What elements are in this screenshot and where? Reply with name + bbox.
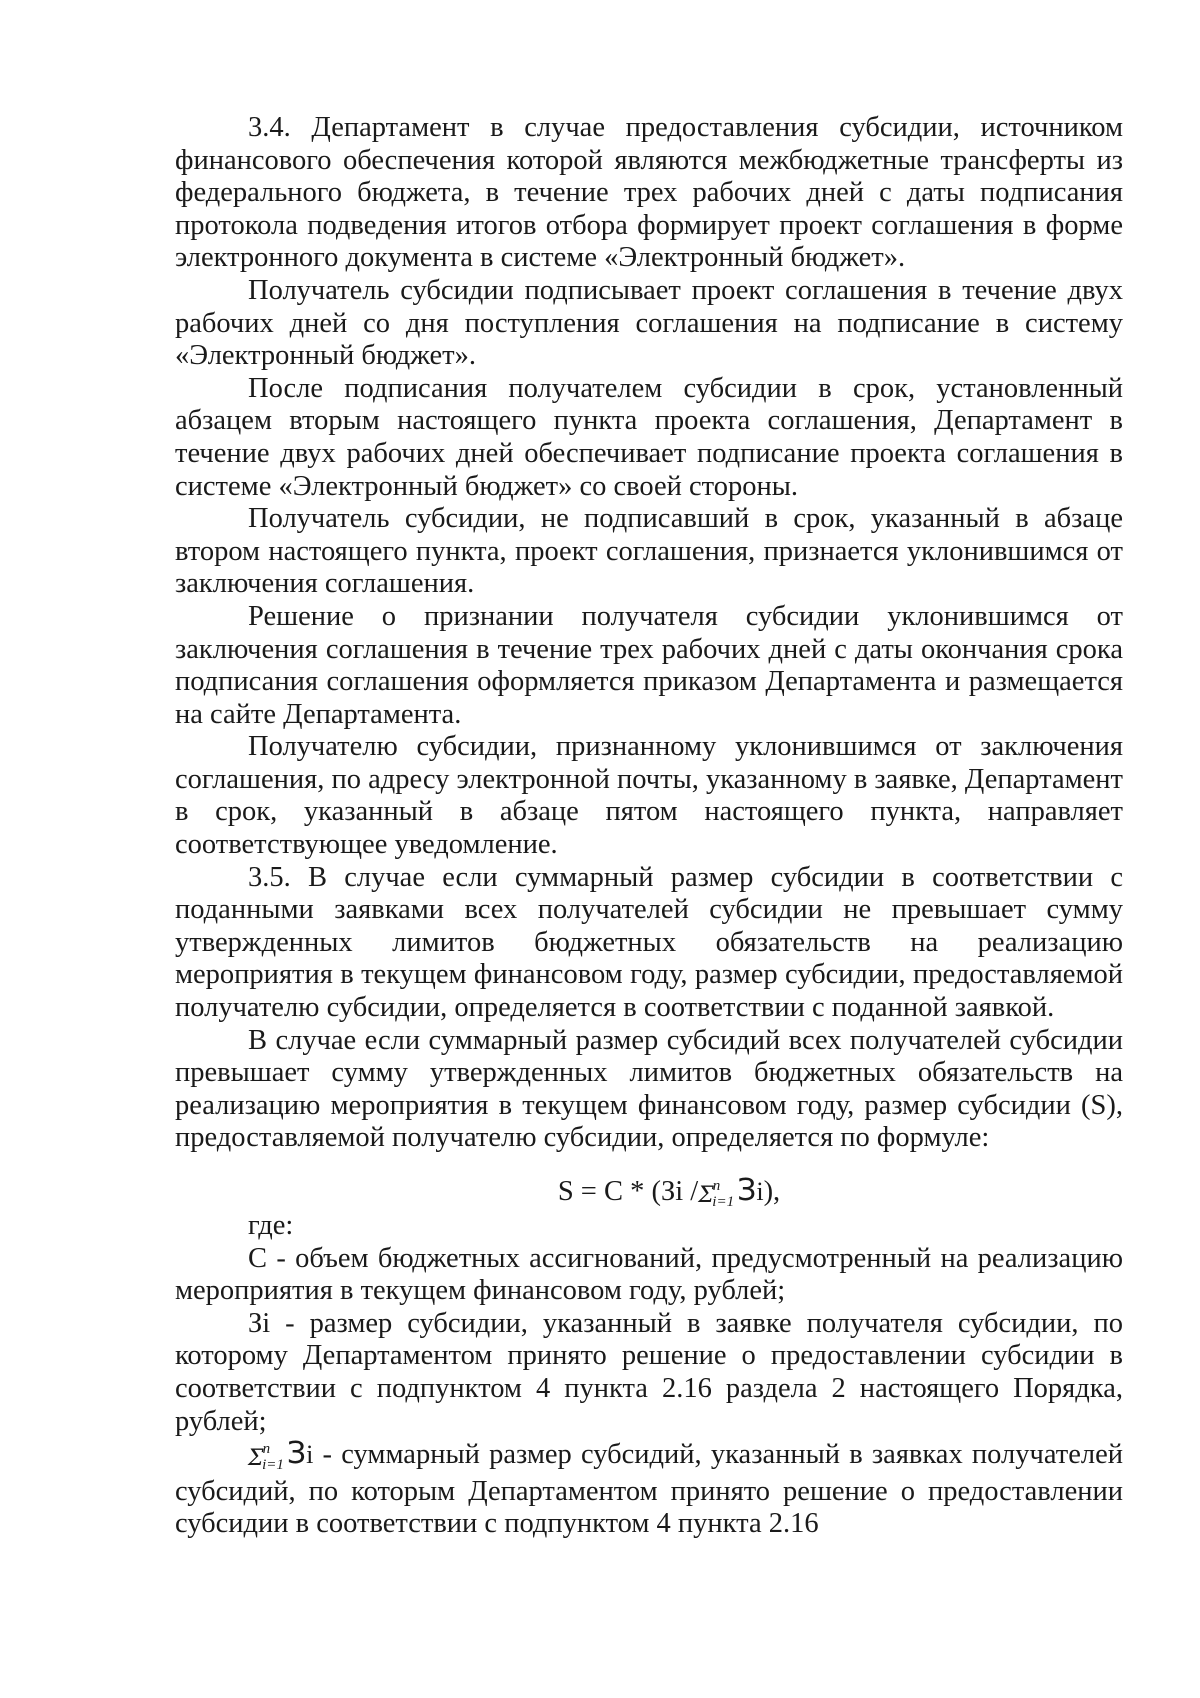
sum-sign-inline: Σ (248, 1446, 264, 1472)
sum-variable-index-inline: i (306, 1440, 314, 1470)
definition-sum (175, 1438, 1123, 1541)
formula-left: S = C * (Зi / (557, 1176, 699, 1207)
paragraph-3-4: 3.4. Департамент в случае предоставления субсидии, источником финансового обеспечения которой являются межбюджетные трансферты из федерального бюджета, в течение трех рабочих дней с даты подписания протокола подведения итогов отбора формирует проект соглашения в форме электронного документа в системе «Электронный бюджет». (175, 112, 1123, 274)
definition-zi: Зi - размер субсидии, указанный в заявке получателя субсидии, по которому Департаментом принято решение о предоставлении субсидии в соответствии с подпунктом 4 пункта 2.16 раздела 2 настоящего Порядка, рублей; (175, 1307, 1123, 1437)
formula-right: ), (763, 1176, 781, 1207)
paragraph-signing: Получатель субсидии подписывает проект соглашения в течение двух рабочих дней со дня поступления соглашения на подписание в систему «Электронный бюджет». (175, 274, 1123, 372)
where-label: где: (248, 1210, 294, 1241)
definition-sum-text: - суммарный размер субсидий, указанный в заявках получателей субсидий, по которым Департаментом принято решение о предоставлении субсидии в соответствии с подпунктом 4 пункта 2.16 (175, 1439, 1123, 1540)
sum-lower-limit: i=1 (712, 1194, 735, 1210)
subsidy-formula (175, 1173, 1123, 1214)
sum-variable-inline: З (286, 1436, 307, 1472)
sum-upper-inline: n (262, 1441, 271, 1458)
paragraph-notification: Получателю субсидии, признанному уклонившимся от заключения соглашения, по адресу электронной почты, указанному в заявке, Департамент в срок, указанный в абзаце пятом настоящего пункта, направляет соответствующее уведомление. (175, 731, 1123, 861)
sum-upper-limit: n (712, 1178, 721, 1194)
paragraph-decision: Решение о признании получателя субсидии уклонившимся от заключения соглашения в течение трех рабочих дней с даты окончания срока подписания соглашения оформляется приказом Департамента и размещается на сайте Департамента. (175, 600, 1123, 730)
paragraph-after-signing: После подписания получателем субсидии в срок, установленный абзацем вторым настоящего пункта проекта соглашения, Департамент в течение двух рабочих дней обеспечивает подписание проекта соглашения в системе «Электронный бюджет» со своей стороны. (175, 372, 1123, 502)
sum-sign: Σ (698, 1183, 714, 1208)
paragraph-exceeds: В случае если суммарный размер субсидий всех получателей субсидии превышает сумму утвержденных лимитов бюджетных обязательств на реализацию мероприятия в текущем финансовом году, размер субсидии (S), предоставляемой получателю субсидии, определяется по формуле: (175, 1024, 1123, 1154)
document-page (175, 112, 1123, 1541)
sum-variable: З (737, 1173, 757, 1208)
sum-lower-inline: i=1 (262, 1457, 284, 1474)
definition-c: C - объем бюджетных ассигнований, предусмотренный на реализацию мероприятия в текущем финансовом году, рублей; (175, 1242, 1123, 1307)
paragraph-not-signed: Получатель субсидии, не подписавший в срок, указанный в абзаце втором настоящего пункта, проект соглашения, признается уклонившимся от заключения соглашения. (175, 503, 1123, 600)
paragraph-3-5: 3.5. В случае если суммарный размер субсидии в соответствии с поданными заявками всех получателей субсидии не превышает сумму утвержденных лимитов бюджетных обязательств на реализацию мероприятия в текущем финансовом году, размер субсидии, предоставляемой получателю субсидии, определяется в соответствии с поданной заявкой. (175, 861, 1123, 1024)
sum-variable-index: i (756, 1177, 764, 1206)
